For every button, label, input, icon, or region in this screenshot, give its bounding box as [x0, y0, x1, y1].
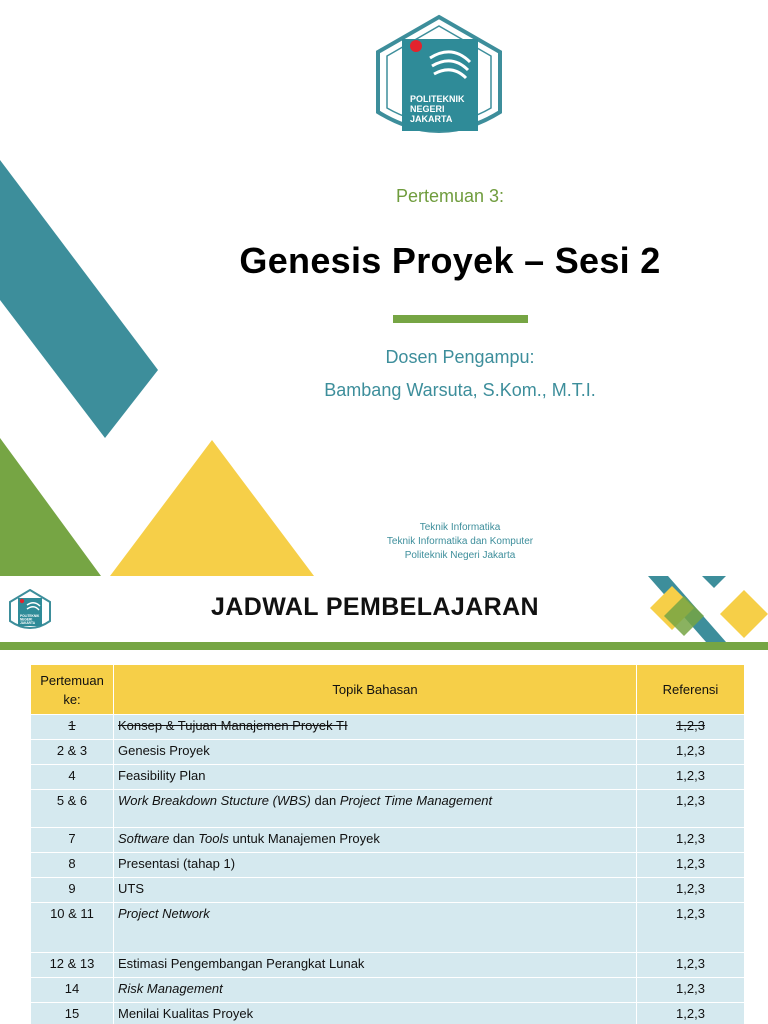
topic-segment: untuk Manajemen Proyek: [228, 831, 380, 846]
table-row: [31, 903, 745, 953]
table-header-row: [31, 665, 745, 715]
header-meeting: Pertemuan ke:: [31, 665, 114, 715]
table-row: [31, 740, 745, 765]
topic-segment: Work Breakdown Stucture (WBS): [118, 793, 311, 808]
cell-topic: [114, 715, 637, 740]
schedule-slide: [0, 576, 768, 1024]
table-row: [31, 878, 745, 903]
cell-topic: [114, 765, 637, 790]
cell-reference: 1,2,3: [637, 715, 745, 740]
topic-segment: UTS: [118, 881, 144, 896]
cell-topic: [114, 828, 637, 853]
cell-reference: 1,2,3: [637, 1003, 745, 1024]
topic-segment: dan: [310, 793, 340, 808]
footer-line-3: Politeknik Negeri Jakarta: [404, 550, 516, 561]
cell-reference: 1,2,3: [637, 828, 745, 853]
footer-line-2: Teknik Informatika dan Komputer: [386, 536, 534, 547]
cell-reference: 1,2,3: [637, 853, 745, 878]
logo-line-1: POLITEKNIK: [410, 94, 465, 104]
meeting-subtitle: Pertemuan 3:: [395, 186, 505, 206]
cell-meeting-number: 7: [31, 828, 114, 853]
topic-segment: Tools: [198, 831, 229, 846]
cell-meeting-number: 8: [31, 853, 114, 878]
table-row: [31, 828, 745, 853]
cell-reference: 1,2,3: [637, 740, 745, 765]
cell-topic: [114, 740, 637, 765]
cell-meeting-number: 10 & 11: [31, 903, 114, 953]
small-logo-line-2: NEGERI: [20, 617, 33, 622]
footer-line-1: Teknik Informatika: [419, 522, 501, 533]
cell-meeting-number: 2 & 3: [31, 740, 114, 765]
topic-segment: Presentasi (tahap 1): [118, 856, 236, 871]
cell-reference: 1,2,3: [637, 953, 745, 978]
corner-chevron-decoration: [640, 576, 768, 646]
table-row: [31, 953, 745, 978]
cell-reference: 1,2,3: [637, 878, 745, 903]
cell-reference: 1,2,3: [637, 790, 745, 828]
lecturer-label: Dosen Pengampu:: [385, 347, 535, 367]
topic-segment: dan: [169, 831, 199, 846]
teal-diagonal-band: [0, 160, 158, 438]
table-row: [31, 853, 745, 878]
small-logo-line-1: POLITEKNIK: [20, 614, 40, 618]
topic-segment: Feasibility Plan: [118, 768, 206, 783]
schedule-table: [30, 664, 745, 1024]
cell-meeting-number: 4: [31, 765, 114, 790]
cell-topic: [114, 953, 637, 978]
topic-segment: Menilai Kualitas Proyek: [118, 1006, 254, 1021]
cell-reference: 1,2,3: [637, 765, 745, 790]
schedule-title: JADWAL PEMBELAJARAN: [211, 593, 539, 621]
logo-line-2: NEGERI: [410, 104, 445, 114]
title-divider: [393, 315, 528, 323]
header-topic: Topik Bahasan: [114, 665, 637, 715]
topic-segment: Project Network: [118, 906, 210, 921]
cell-topic: [114, 790, 637, 828]
small-logo-line-3: JAKARTA: [20, 621, 35, 625]
cell-reference: 1,2,3: [637, 903, 745, 953]
cell-meeting-number: 1: [31, 715, 114, 740]
lecturer-name: Bambang Warsuta, S.Kom., M.T.I.: [324, 380, 596, 400]
table-row: [31, 715, 745, 740]
table-row: [31, 1003, 745, 1024]
table-row: [31, 978, 745, 1003]
cell-reference: 1,2,3: [637, 978, 745, 1003]
cell-topic: [114, 1003, 637, 1024]
cell-topic: [114, 978, 637, 1003]
cell-meeting-number: 9: [31, 878, 114, 903]
topic-segment: Project Time Management: [339, 793, 493, 808]
table-row: [31, 790, 745, 828]
logo-line-3: JAKARTA: [410, 114, 453, 124]
cell-meeting-number: 14: [31, 978, 114, 1003]
topic-segment: Genesis Proyek: [118, 743, 210, 758]
topic-segment: Konsep & Tujuan Manajemen Proyek TI: [118, 718, 348, 733]
cell-meeting-number: 12 & 13: [31, 953, 114, 978]
green-triangle: [0, 438, 101, 576]
topic-segment: Risk Management: [118, 981, 223, 996]
pnj-logo-small: [8, 589, 52, 633]
cell-topic: [114, 878, 637, 903]
slide-title: Genesis Proyek – Sesi 2: [239, 240, 661, 281]
topic-segment: Software: [118, 831, 170, 846]
topic-segment: Estimasi Pengembangan Perangkat Lunak: [118, 956, 365, 971]
cell-meeting-number: 15: [31, 1003, 114, 1024]
schedule-table-body: [31, 715, 745, 1024]
cell-meeting-number: 5 & 6: [31, 790, 114, 828]
yellow-triangle: [110, 440, 314, 576]
pnj-logo: [372, 14, 506, 146]
cell-topic: [114, 853, 637, 878]
table-row: [31, 765, 745, 790]
header-reference: Referensi: [637, 665, 745, 715]
cell-topic: [114, 903, 637, 953]
